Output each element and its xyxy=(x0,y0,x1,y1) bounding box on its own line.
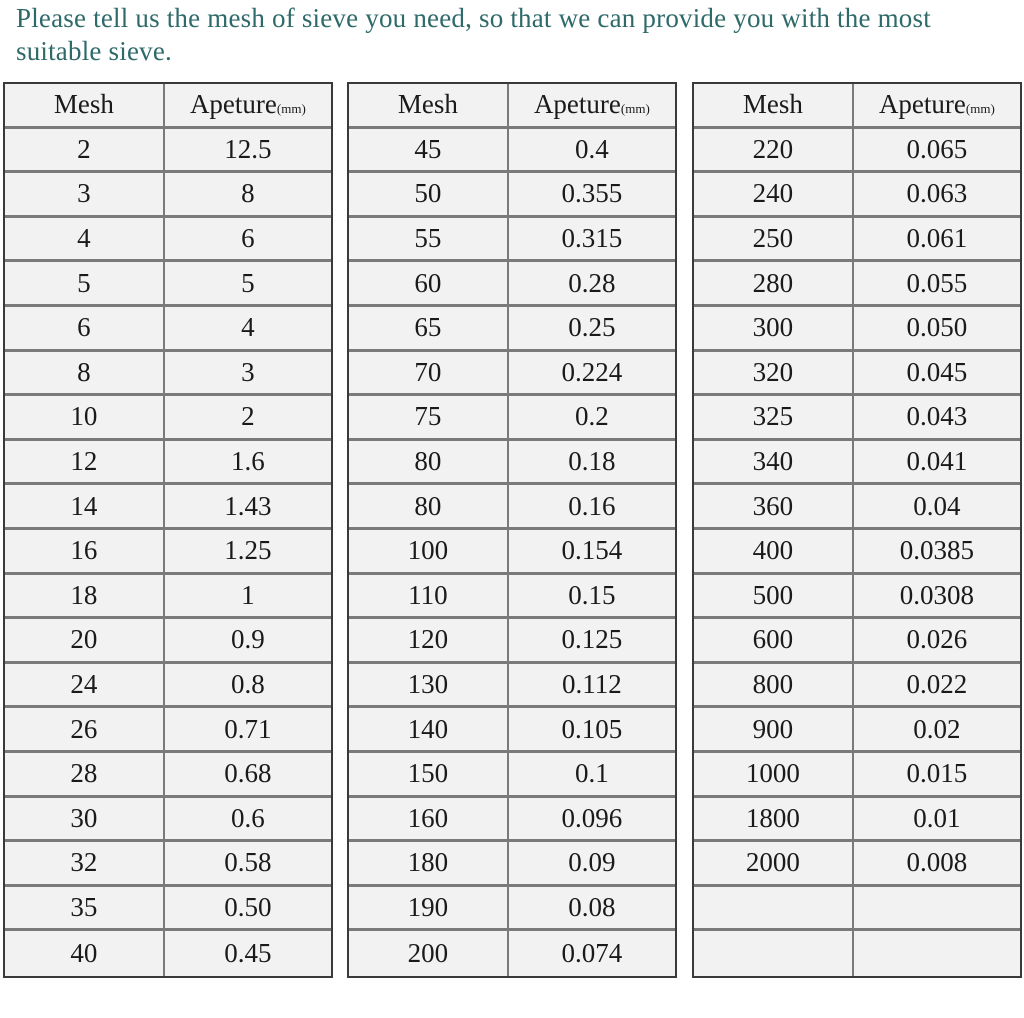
mesh-cell: 130 xyxy=(349,664,509,709)
mesh-cell: 6 xyxy=(5,307,165,352)
aperture-header-label: Apeture xyxy=(533,89,621,120)
table-row xyxy=(5,352,331,397)
aperture-cell: 0.16 xyxy=(509,485,675,530)
table-row xyxy=(694,798,1020,843)
mesh-cell: 2000 xyxy=(694,842,854,887)
table-row xyxy=(5,619,331,664)
table-row xyxy=(694,307,1020,352)
mesh-cell: 240 xyxy=(694,173,854,218)
mesh-table-3 xyxy=(692,82,1022,978)
intro-text: Please tell us the mesh of sieve you need, so that we can provide you with the most suitable sieve. xyxy=(16,3,931,66)
aperture-cell: 0.112 xyxy=(509,664,675,709)
table-row xyxy=(694,262,1020,307)
table-row xyxy=(694,842,1020,887)
aperture-cell: 0.08 xyxy=(509,887,675,932)
aperture-cell: 0.065 xyxy=(854,129,1020,174)
table-row xyxy=(694,708,1020,753)
mesh-cell: 80 xyxy=(349,485,509,530)
table-row xyxy=(349,575,675,620)
mesh-cell: 1800 xyxy=(694,798,854,843)
table-row xyxy=(694,218,1020,263)
mesh-cell: 14 xyxy=(5,485,165,530)
aperture-cell xyxy=(854,887,1020,932)
table-row xyxy=(5,307,331,352)
table-row xyxy=(5,931,331,976)
aperture-column-header xyxy=(165,84,331,129)
mesh-cell: 800 xyxy=(694,664,854,709)
mesh-cell: 150 xyxy=(349,753,509,798)
table-row xyxy=(349,173,675,218)
aperture-cell: 0.15 xyxy=(509,575,675,620)
table-row xyxy=(349,798,675,843)
mesh-column-header xyxy=(5,84,165,129)
aperture-column-header xyxy=(509,84,675,129)
table-row xyxy=(349,441,675,486)
table-row xyxy=(694,530,1020,575)
aperture-header-label: Apeture xyxy=(189,89,277,120)
table-row xyxy=(694,485,1020,530)
mesh-cell: 300 xyxy=(694,307,854,352)
mesh-cell: 80 xyxy=(349,441,509,486)
table-row xyxy=(5,708,331,753)
mesh-cell: 35 xyxy=(5,887,165,932)
mesh-column-header xyxy=(694,84,854,129)
table-row xyxy=(694,575,1020,620)
mesh-cell: 220 xyxy=(694,129,854,174)
mesh-cell: 26 xyxy=(5,708,165,753)
aperture-cell: 12.5 xyxy=(165,129,331,174)
aperture-cell: 0.074 xyxy=(509,931,675,976)
mesh-cell: 120 xyxy=(349,619,509,664)
aperture-cell: 1.6 xyxy=(165,441,331,486)
mesh-table-2 xyxy=(347,82,677,978)
aperture-cell: 0.18 xyxy=(509,441,675,486)
mesh-cell: 340 xyxy=(694,441,854,486)
mesh-cell: 2 xyxy=(5,129,165,174)
mesh-cell: 100 xyxy=(349,530,509,575)
table-row xyxy=(694,396,1020,441)
mesh-column-header xyxy=(349,84,509,129)
mesh-cell: 60 xyxy=(349,262,509,307)
mesh-cell: 900 xyxy=(694,708,854,753)
aperture-cell: 0.2 xyxy=(509,396,675,441)
mesh-cell: 70 xyxy=(349,352,509,397)
mesh-header-label: Mesh xyxy=(53,89,114,120)
table-row xyxy=(5,129,331,174)
table-row xyxy=(5,753,331,798)
aperture-cell: 0.015 xyxy=(854,753,1020,798)
table-row xyxy=(694,753,1020,798)
mesh-cell: 8 xyxy=(5,352,165,397)
mesh-cell: 24 xyxy=(5,664,165,709)
aperture-unit-label: (mm) xyxy=(620,101,650,117)
table-row xyxy=(349,262,675,307)
aperture-cell: 0.01 xyxy=(854,798,1020,843)
aperture-cell: 0.71 xyxy=(165,708,331,753)
table-header-row xyxy=(5,84,331,129)
aperture-cell: 0.4 xyxy=(509,129,675,174)
mesh-cell: 75 xyxy=(349,396,509,441)
aperture-cell: 0.0385 xyxy=(854,530,1020,575)
mesh-cell: 30 xyxy=(5,798,165,843)
table-row xyxy=(5,441,331,486)
table-row xyxy=(694,441,1020,486)
mesh-cell: 190 xyxy=(349,887,509,932)
mesh-cell: 65 xyxy=(349,307,509,352)
table-row xyxy=(349,708,675,753)
table-row xyxy=(5,173,331,218)
aperture-cell: 0.041 xyxy=(854,441,1020,486)
aperture-cell: 0.055 xyxy=(854,262,1020,307)
mesh-cell: 55 xyxy=(349,218,509,263)
table-row xyxy=(694,352,1020,397)
table-row xyxy=(349,931,675,976)
aperture-cell: 0.25 xyxy=(509,307,675,352)
mesh-cell: 40 xyxy=(5,931,165,976)
mesh-cell: 32 xyxy=(5,842,165,887)
aperture-cell: 4 xyxy=(165,307,331,352)
aperture-cell: 0.0308 xyxy=(854,575,1020,620)
mesh-cell: 500 xyxy=(694,575,854,620)
table-row xyxy=(694,664,1020,709)
aperture-cell: 1 xyxy=(165,575,331,620)
table-row xyxy=(349,218,675,263)
mesh-table-1 xyxy=(3,82,333,978)
mesh-cell: 325 xyxy=(694,396,854,441)
aperture-cell: 8 xyxy=(165,173,331,218)
mesh-cell: 320 xyxy=(694,352,854,397)
mesh-cell xyxy=(694,887,854,932)
aperture-cell: 5 xyxy=(165,262,331,307)
mesh-cell: 360 xyxy=(694,485,854,530)
aperture-cell: 0.045 xyxy=(854,352,1020,397)
table-row xyxy=(349,352,675,397)
aperture-cell: 0.04 xyxy=(854,485,1020,530)
mesh-cell: 45 xyxy=(349,129,509,174)
mesh-cell: 4 xyxy=(5,218,165,263)
table-row xyxy=(5,575,331,620)
mesh-cell: 400 xyxy=(694,530,854,575)
table-row xyxy=(5,218,331,263)
aperture-cell: 0.063 xyxy=(854,173,1020,218)
aperture-cell xyxy=(854,931,1020,976)
table-row xyxy=(349,485,675,530)
table-row xyxy=(349,129,675,174)
mesh-cell: 1000 xyxy=(694,753,854,798)
table-row xyxy=(349,753,675,798)
aperture-unit-label: (mm) xyxy=(276,101,306,117)
aperture-cell: 0.28 xyxy=(509,262,675,307)
aperture-cell: 0.061 xyxy=(854,218,1020,263)
table-row xyxy=(5,530,331,575)
aperture-cell: 0.9 xyxy=(165,619,331,664)
aperture-cell: 1.25 xyxy=(165,530,331,575)
mesh-cell: 600 xyxy=(694,619,854,664)
table-row xyxy=(349,842,675,887)
table-row xyxy=(5,664,331,709)
aperture-cell: 0.154 xyxy=(509,530,675,575)
table-row xyxy=(694,173,1020,218)
mesh-cell: 18 xyxy=(5,575,165,620)
table-row xyxy=(5,485,331,530)
mesh-header-label: Mesh xyxy=(742,89,803,120)
table-row xyxy=(5,842,331,887)
aperture-cell: 0.125 xyxy=(509,619,675,664)
table-row xyxy=(349,664,675,709)
mesh-cell: 180 xyxy=(349,842,509,887)
table-row xyxy=(694,931,1020,976)
aperture-cell: 0.315 xyxy=(509,218,675,263)
aperture-cell: 0.6 xyxy=(165,798,331,843)
mesh-cell: 28 xyxy=(5,753,165,798)
aperture-cell: 0.050 xyxy=(854,307,1020,352)
table-row xyxy=(349,530,675,575)
aperture-cell: 0.58 xyxy=(165,842,331,887)
aperture-cell: 0.68 xyxy=(165,753,331,798)
aperture-unit-label: (mm) xyxy=(965,101,995,117)
table-row xyxy=(349,396,675,441)
table-row xyxy=(694,887,1020,932)
table-row xyxy=(5,887,331,932)
mesh-cell: 110 xyxy=(349,575,509,620)
aperture-header-label: Apeture xyxy=(878,89,966,120)
mesh-cell: 16 xyxy=(5,530,165,575)
aperture-cell: 0.043 xyxy=(854,396,1020,441)
aperture-cell: 0.355 xyxy=(509,173,675,218)
aperture-cell: 0.022 xyxy=(854,664,1020,709)
table-row xyxy=(694,129,1020,174)
aperture-cell: 1.43 xyxy=(165,485,331,530)
mesh-cell: 20 xyxy=(5,619,165,664)
aperture-cell: 0.224 xyxy=(509,352,675,397)
aperture-cell: 2 xyxy=(165,396,331,441)
mesh-cell: 10 xyxy=(5,396,165,441)
aperture-cell: 0.8 xyxy=(165,664,331,709)
mesh-cell: 280 xyxy=(694,262,854,307)
mesh-cell: 12 xyxy=(5,441,165,486)
table-row xyxy=(349,619,675,664)
mesh-cell: 5 xyxy=(5,262,165,307)
table-header-row xyxy=(349,84,675,129)
table-row xyxy=(349,887,675,932)
table-header-row xyxy=(694,84,1020,129)
mesh-cell: 160 xyxy=(349,798,509,843)
mesh-cell: 250 xyxy=(694,218,854,263)
table-row xyxy=(349,307,675,352)
mesh-header-label: Mesh xyxy=(397,89,458,120)
table-row xyxy=(694,619,1020,664)
mesh-cell: 200 xyxy=(349,931,509,976)
aperture-cell: 6 xyxy=(165,218,331,263)
aperture-cell: 0.02 xyxy=(854,708,1020,753)
aperture-cell: 0.50 xyxy=(165,887,331,932)
aperture-cell: 0.1 xyxy=(509,753,675,798)
table-row xyxy=(5,262,331,307)
table-row xyxy=(5,798,331,843)
aperture-cell: 0.105 xyxy=(509,708,675,753)
aperture-cell: 0.45 xyxy=(165,931,331,976)
mesh-cell xyxy=(694,931,854,976)
mesh-cell: 3 xyxy=(5,173,165,218)
mesh-cell: 140 xyxy=(349,708,509,753)
aperture-cell: 0.096 xyxy=(509,798,675,843)
aperture-column-header xyxy=(854,84,1020,129)
aperture-cell: 0.09 xyxy=(509,842,675,887)
table-row xyxy=(5,396,331,441)
aperture-cell: 0.026 xyxy=(854,619,1020,664)
aperture-cell: 3 xyxy=(165,352,331,397)
aperture-cell: 0.008 xyxy=(854,842,1020,887)
mesh-cell: 50 xyxy=(349,173,509,218)
